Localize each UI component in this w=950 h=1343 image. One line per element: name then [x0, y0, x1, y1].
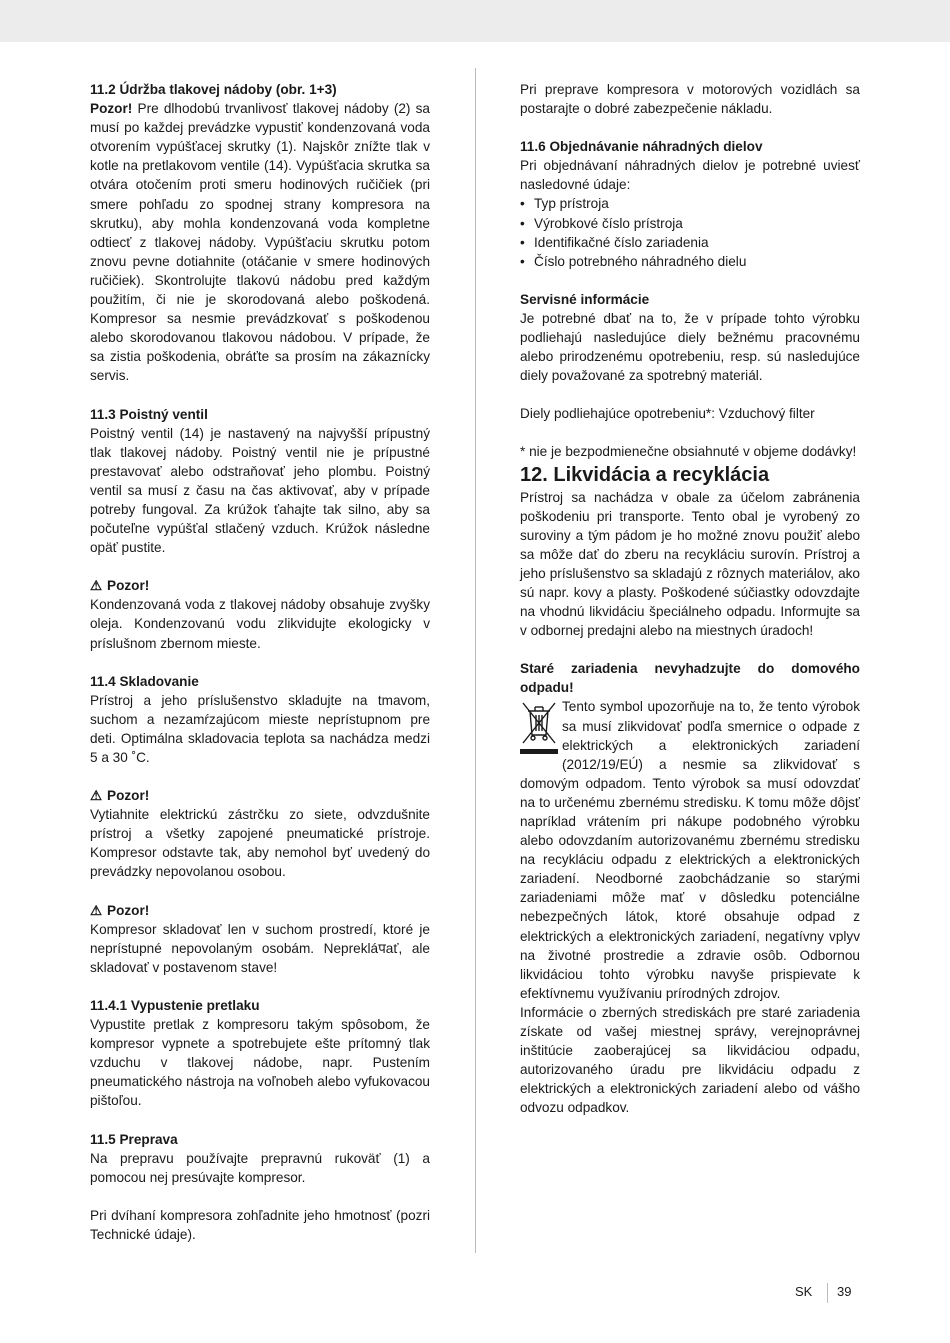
- caution-lead: Pozor!: [90, 101, 133, 117]
- language-code: SK: [795, 1284, 813, 1299]
- left-column: [90, 80, 430, 1244]
- list-item: • Výrobkové číslo prístroja: [520, 214, 860, 233]
- list-item: • Typ prístroja: [520, 194, 860, 213]
- warning-triangle-icon: ⚠: [90, 788, 103, 804]
- section-11-4-1-title: 11.4.1 Vypustenie pretlaku: [90, 997, 260, 1013]
- list-item: • Identifikačné číslo zariadenia: [520, 233, 860, 252]
- section-11-6-title: 11.6 Objednávanie náhradných dielov: [520, 139, 763, 155]
- transport-text: Pri preprave kompresora v motorových vozidlách sa postarajte o dobré zabezpečenie nákladu.: [520, 82, 860, 117]
- warning-3-text: Kompresor skladovať len v suchom prostredí, ktoré je neprístupné nepovolaným osobám. Neprekláपať, ale skladovať v postavenom stave!: [90, 921, 430, 975]
- spare-parts-list: [520, 194, 860, 270]
- section-12-text: Prístroj sa nachádza v obale za účelom zabránenia poškodeniu pri transporte. Tento obal je vyrobený zo suroviny a tým pádom je ho možné znovu použiť alebo sa môže dať do zberu na recykláciu surovín. Prístroj a jeho príslušenstvo sa skladajú z rôznych materiálov, ako sú napr. kovy a plasty. Poškodené súčiastky odovzdajte na vhodnú likvidáciu špeciálneho odpadu. Informujte sa v odbornej predajni alebo na miestnych úradoch!: [520, 489, 860, 639]
- section-11-2-body: Pre dlhodobú trvanlivosť tlakovej nádoby (2) sa musí po každej prevádzke vypustiť kondenzovaná voda otvorením vypúšťacej skrutky (1). Najskôr znížte tlak v kotle na pretlakovom ventile (14). Vypúšťacia skrutka sa otvára otočením proti smeru hodinových ručičiek (pri smere pohľadu zo spodnej strany kompresora na skrutku), aby mohla kondenzovaná voda kompletne odtiecť z tlakovej nádoby. Vypúšťaciu skrutku potom znovu pevne dotiahnite (otáčanie v smere hodinových ručičiek). Skontrolujte tlakovú nádobu pred každým použitím, či nie je skorodovaná alebo poškodená. Kompresor sa nesmie prevádzkovať s poškodenou alebo skorodovanou tlakovou nádobou. V prípade, že sa zistia poškodenia, obráťte sa prosím na zákaznícky servis.: [90, 101, 430, 384]
- section-11-4-text: Prístroj a jeho príslušenstvo skladujte na tmavom, suchom a nezamŕzajúcom mieste neprístupnom pre deti. Optimálna skladovacia teplota sa nachádza medzi 5 a 30 ˚C.: [90, 692, 430, 765]
- service-info-text: Je potrebné dbať na to, že v prípade tohto výrobku podliehajú nasledujúce diely bežnému pracovnému alebo prirodzenému opotrebeniu, resp. sú nasledujúce diely považované za spotrebný materiál.: [520, 310, 860, 384]
- warning-3-title: [90, 901, 430, 920]
- warning-1-title: [90, 576, 430, 595]
- section-11-5-text-1: Na prepravu používajte prepravnú rukoväť (1) a pomocou nej presúvajte kompresor.: [90, 1150, 430, 1185]
- right-column: [520, 80, 860, 1118]
- footnote-text: * nie je bezpodmienečne obsiahnuté v objeme dodávky!: [520, 444, 857, 460]
- section-11-5-text-2: Pri dvíhaní kompresora zohľadnite jeho hmotnosť (pozri Technické údaje).: [90, 1207, 430, 1242]
- section-11-6-intro: Pri objednávaní náhradných dielov je potrebné uviesť nasledovné údaje:: [520, 158, 860, 193]
- old-devices-title: Staré zariadenia nevyhadzujte do domového odpadu!: [520, 661, 860, 696]
- section-11-4-1-text: Vypustite pretlak z kompresoru takým spôsobom, že kompresor vypnete a spotrebujete ešte prítomný tlak vzduchu v tlakovej nádobe, napr. Pustením pneumatického nástroja na voľnobeh alebo vyfukovacou pištoľou.: [90, 1017, 430, 1109]
- crossed-out-bin-icon: [520, 697, 558, 755]
- warning-2-title: [90, 786, 430, 805]
- old-devices-text-2: Informácie o zberných strediskách pre staré zariadenia získate od vašej miestnej správy, verejnoprávnej inštitúcie zaoberajúcej sa likvidáciou odpadu, autorizovaného úradu pre likvidáciu odpadu z elektrických a elektronických zariadení alebo od vášho odvozu odpadkov.: [520, 1004, 860, 1116]
- page-number: 39: [837, 1284, 852, 1299]
- section-11-2-title: 11.2 Údržba tlakovej nádoby (obr. 1+3): [90, 82, 337, 97]
- section-11-3-text: Poistný ventil (14) je nastavený na najvyšší prípustný tlak tlakovej nádoby. Poistný ventil nie je prípustné prestavovať alebo odstraňovať jeho plombu. Poistný ventil sa musí z času na čas aktivovať, aby v prípade potreby fungoval. Za krúžok ťahajte tak silno, aby sa počuteľne vypúšťal stlačený vzduch. Krúžok následne opäť pustite.: [90, 425, 430, 556]
- top-band: [0, 0, 950, 42]
- warning-1-label: Pozor!: [107, 578, 150, 594]
- footer-divider: [827, 1283, 828, 1303]
- warning-2-text: Vytiahnite elektrickú zástrčku zo siete, odvzdušnite prístroj a všetky zapojené pneumatické prístroje. Kompresor odstavte tak, aby nemohol byť uvedený do prevádzky nepovolanou osobou.: [90, 807, 430, 880]
- section-11-5-title: 11.5 Preprava: [90, 1131, 178, 1147]
- list-item: • Číslo potrebného náhradného dielu: [520, 252, 860, 271]
- warning-2-label: Pozor!: [107, 788, 150, 804]
- section-11-2-text: [90, 99, 430, 385]
- wear-parts-text: Diely podliehajúce opotrebeniu*: Vzduchový filter: [520, 406, 815, 422]
- warning-triangle-icon: ⚠: [90, 902, 103, 918]
- section-11-4-title: 11.4 Skladovanie: [90, 673, 199, 689]
- old-devices-text: Tento symbol upozorňuje na to, že tento výrobok sa musí zlikvidovať podľa smernice o odpade z elektrických a elektronických zariadení (2012/19/EÚ) a nesmie sa zlikvidovať s domovým odpadom. Tento výrobok sa musí odovzdať na to určenému zbernému stredisku. K tomu môže dôjsť napríklad vrátením pri nákupe podobného výrobku alebo odovzdaním autorizovanému zbernému stredisku na recykláciu odpadu z elektrických a elektronických zariadení. Neodborné zaobchádzanie so starými zariadeniami môže mať v dôsledku potenciálne nebezpečných látok, ktoré obsahuje odpad z elektrických a elektronických zariadení, negatívny vplyv na životné prostredie a zdravie osôb. Odbornou likvidáciou tohto výrobku navyše prispievate k efektívnemu využívaniu prírodných zdrojov.: [520, 699, 860, 1001]
- section-11-3-title: 11.3 Poistný ventil: [90, 406, 208, 422]
- warning-1-text: Kondenzovaná voda z tlakovej nádoby obsahuje zvyšky oleja. Kondenzovanú vodu zlikvidujte ekologicky v príslušnom zbernom mieste.: [90, 597, 430, 651]
- service-info-title: Servisné informácie: [520, 291, 650, 307]
- warning-triangle-icon: ⚠: [90, 578, 103, 594]
- warning-3-label: Pozor!: [107, 902, 150, 918]
- section-12-title: 12. Likvidácia a recyklácia: [520, 463, 770, 486]
- column-divider: [475, 68, 476, 1253]
